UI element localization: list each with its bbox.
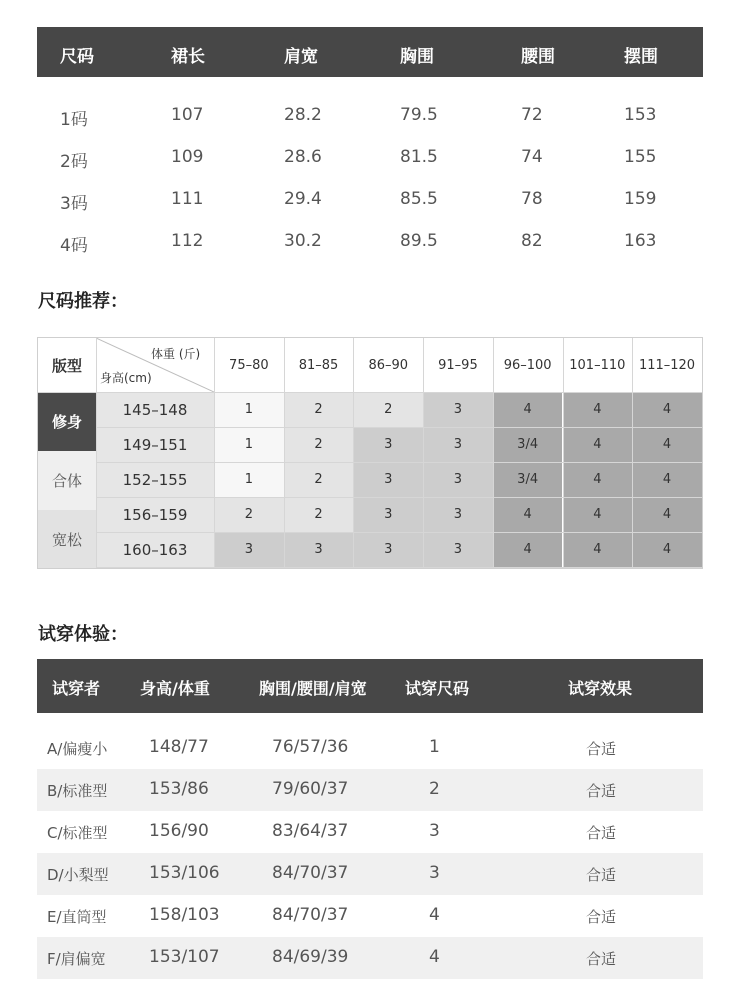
weight-range-header: 86–90 (368, 357, 409, 373)
size-recommend-cell: 4 (493, 392, 563, 427)
height-weight-col-header: 身高/体重 (140, 679, 210, 698)
size-table-header (37, 27, 703, 77)
table-row (37, 727, 703, 769)
height-weight-cell: 148/77 (149, 737, 209, 757)
size-recommend-cell: 2 (214, 497, 284, 532)
size-recommend-cell: 4 (563, 462, 633, 497)
tester-cell: E/直筒型 (47, 908, 107, 926)
size-recommend-cell: 4 (632, 392, 702, 427)
size-recommend-cell: 2 (284, 427, 354, 462)
fit-type-label: 修身 (38, 392, 96, 451)
size-recommend-cell: 4 (563, 532, 633, 567)
size-cell: 89.5 (400, 231, 438, 251)
table-row (37, 895, 703, 937)
size-recommend-cell: 4 (493, 532, 563, 567)
size-cell: 3码 (60, 194, 88, 214)
trial-size-cell: 1 (429, 737, 440, 757)
size-cell: 155 (624, 147, 657, 167)
tester-col-header: 试穿者 (52, 679, 101, 698)
size-cell: 159 (624, 189, 657, 209)
size-recommend-cell: 4 (563, 427, 633, 462)
height-range-label: 152–155 (96, 462, 214, 497)
size-cell: 74 (521, 147, 543, 167)
size-cell: 163 (624, 231, 657, 251)
height-weight-cell: 153/106 (149, 863, 220, 883)
measurements-cell: 83/64/37 (272, 821, 349, 841)
size-cell: 30.2 (284, 231, 322, 251)
size-recommend-cell: 2 (284, 497, 354, 532)
height-header: 身高(cm) (100, 371, 152, 385)
table-row (37, 811, 703, 853)
type-header: 版型 (51, 356, 82, 375)
fit-type-label: 合体 (38, 451, 96, 510)
size-recommend-cell: 3 (423, 427, 493, 462)
size-recommend-cell: 3 (423, 392, 493, 427)
table-row (37, 179, 703, 221)
size-recommend-grid (37, 337, 703, 569)
trial-size-cell: 3 (429, 863, 440, 883)
size-recommend-cell: 4 (632, 497, 702, 532)
grid-line (96, 567, 702, 568)
trial-effect-cell: 合适 (586, 740, 617, 758)
size-recommend-cell: 4 (563, 392, 633, 427)
size-recommend-cell: 4 (632, 427, 702, 462)
trial-table-body (37, 727, 703, 979)
table-row (37, 95, 703, 137)
size-recommend-cell: 3 (353, 427, 423, 462)
table-row (37, 937, 703, 979)
weight-range-header: 81–85 (298, 357, 339, 373)
size-cell: 28.6 (284, 147, 322, 167)
hem-col-header: 摆围 (624, 47, 658, 67)
grid-line (353, 338, 354, 568)
size-cell: 29.4 (284, 189, 322, 209)
tester-cell: F/肩偏宽 (47, 950, 106, 968)
size-recommend-cell: 1 (214, 392, 284, 427)
size-cell: 81.5 (400, 147, 438, 167)
size-cell: 2码 (60, 152, 88, 172)
weight-range-header: 75–80 (229, 357, 269, 373)
size-recommend-cell: 3 (423, 532, 493, 567)
size-cell: 107 (171, 105, 204, 125)
size-cell: 109 (171, 147, 204, 167)
trial-effect-cell: 合适 (586, 824, 617, 842)
size-cell: 72 (521, 105, 543, 125)
waist-col-header: 腰围 (521, 47, 555, 67)
height-weight-cell: 153/86 (149, 779, 209, 799)
trial-size-col-header: 试穿尺码 (405, 679, 470, 698)
grid-line (38, 392, 96, 393)
shoulder-col-header: 肩宽 (284, 47, 318, 67)
size-cell: 4码 (60, 236, 88, 256)
tester-cell: C/标准型 (47, 824, 108, 842)
grid-line (563, 338, 564, 568)
trial-title: 试穿体验： (38, 624, 128, 645)
measurements-cell: 84/70/37 (272, 905, 349, 925)
size-recommend-cell: 2 (284, 462, 354, 497)
size-recommend-cell: 2 (284, 392, 354, 427)
trial-table-header (37, 659, 703, 713)
size-cell: 1码 (60, 110, 88, 130)
size-cell: 85.5 (400, 189, 438, 209)
measurements-cell: 76/57/36 (272, 737, 349, 757)
corner-diagonal (96, 338, 214, 392)
size-recommend-cell: 3 (423, 462, 493, 497)
weight-header: 体重 (斤) (151, 347, 201, 361)
size-cell: 28.2 (284, 105, 322, 125)
size-cell: 111 (171, 189, 204, 209)
size-recommend-cell: 3 (353, 497, 423, 532)
measurements-col-header: 胸围/腰围/肩宽 (259, 679, 367, 698)
weight-range-header: 101–110 (569, 357, 626, 373)
size-cell: 79.5 (400, 105, 438, 125)
grid-line (96, 392, 702, 393)
height-weight-cell: 153/107 (149, 947, 220, 967)
table-row (37, 221, 703, 263)
size-cell: 78 (521, 189, 543, 209)
weight-range-header: 96–100 (503, 357, 552, 373)
height-range-label: 145–148 (96, 392, 214, 427)
size-recommend-cell: 3/4 (493, 427, 563, 462)
grid-line (96, 462, 702, 463)
grid-line (96, 532, 702, 533)
grid-line (284, 338, 285, 568)
grid-line (214, 338, 215, 568)
grid-line (96, 338, 97, 568)
height-weight-cell: 156/90 (149, 821, 209, 841)
tester-cell: B/标准型 (47, 782, 108, 800)
size-recommend-cell: 4 (632, 462, 702, 497)
trial-effect-cell: 合适 (586, 866, 617, 884)
size-recommend-cell: 3 (353, 532, 423, 567)
size-recommend-cell: 3 (284, 532, 354, 567)
height-range-label: 149–151 (96, 427, 214, 462)
grid-line (96, 427, 702, 428)
trial-effect-cell: 合适 (586, 908, 617, 926)
size-cell: 82 (521, 231, 543, 251)
trial-size-cell: 4 (429, 947, 440, 967)
bust-col-header: 胸围 (400, 47, 434, 67)
grid-line (632, 338, 633, 568)
size-cell: 153 (624, 105, 657, 125)
length-col-header: 裙长 (171, 47, 205, 67)
size-recommend-cell: 3 (353, 462, 423, 497)
measurements-cell: 79/60/37 (272, 779, 349, 799)
size-col-header: 尺码 (60, 47, 94, 67)
trial-size-cell: 2 (429, 779, 440, 799)
size-recommend-cell: 4 (563, 497, 633, 532)
trial-size-cell: 3 (429, 821, 440, 841)
size-recommend-cell: 1 (214, 462, 284, 497)
grid-line (493, 338, 494, 568)
size-recommend-cell: 4 (493, 497, 563, 532)
trial-effect-cell: 合适 (586, 950, 617, 968)
table-row (37, 137, 703, 179)
table-row (37, 769, 703, 811)
grid-line (96, 497, 702, 498)
height-weight-cell: 158/103 (149, 905, 220, 925)
size-recommend-cell: 3 (214, 532, 284, 567)
fit-type-label: 宽松 (38, 510, 96, 568)
height-range-label: 160–163 (96, 532, 214, 567)
size-recommend-cell: 1 (214, 427, 284, 462)
measurements-cell: 84/69/39 (272, 947, 349, 967)
trial-effect-col-header: 试穿效果 (568, 679, 633, 698)
size-recommend-cell: 4 (632, 532, 702, 567)
measurements-cell: 84/70/37 (272, 863, 349, 883)
size-recommend-cell: 2 (353, 392, 423, 427)
trial-effect-cell: 合适 (586, 782, 617, 800)
weight-range-header: 111–120 (638, 357, 696, 373)
trial-size-cell: 4 (429, 905, 440, 925)
grid-line (423, 338, 424, 568)
table-row (37, 853, 703, 895)
height-range-label: 156–159 (96, 497, 214, 532)
weight-range-header: 91–95 (438, 357, 478, 373)
size-table-body (37, 95, 703, 263)
size-cell: 112 (171, 231, 204, 251)
tester-cell: D/小梨型 (47, 866, 109, 884)
recommend-title: 尺码推荐： (38, 291, 128, 312)
size-recommend-cell: 3/4 (493, 462, 563, 497)
size-recommend-cell: 3 (423, 497, 493, 532)
tester-cell: A/偏瘦小 (47, 740, 108, 758)
